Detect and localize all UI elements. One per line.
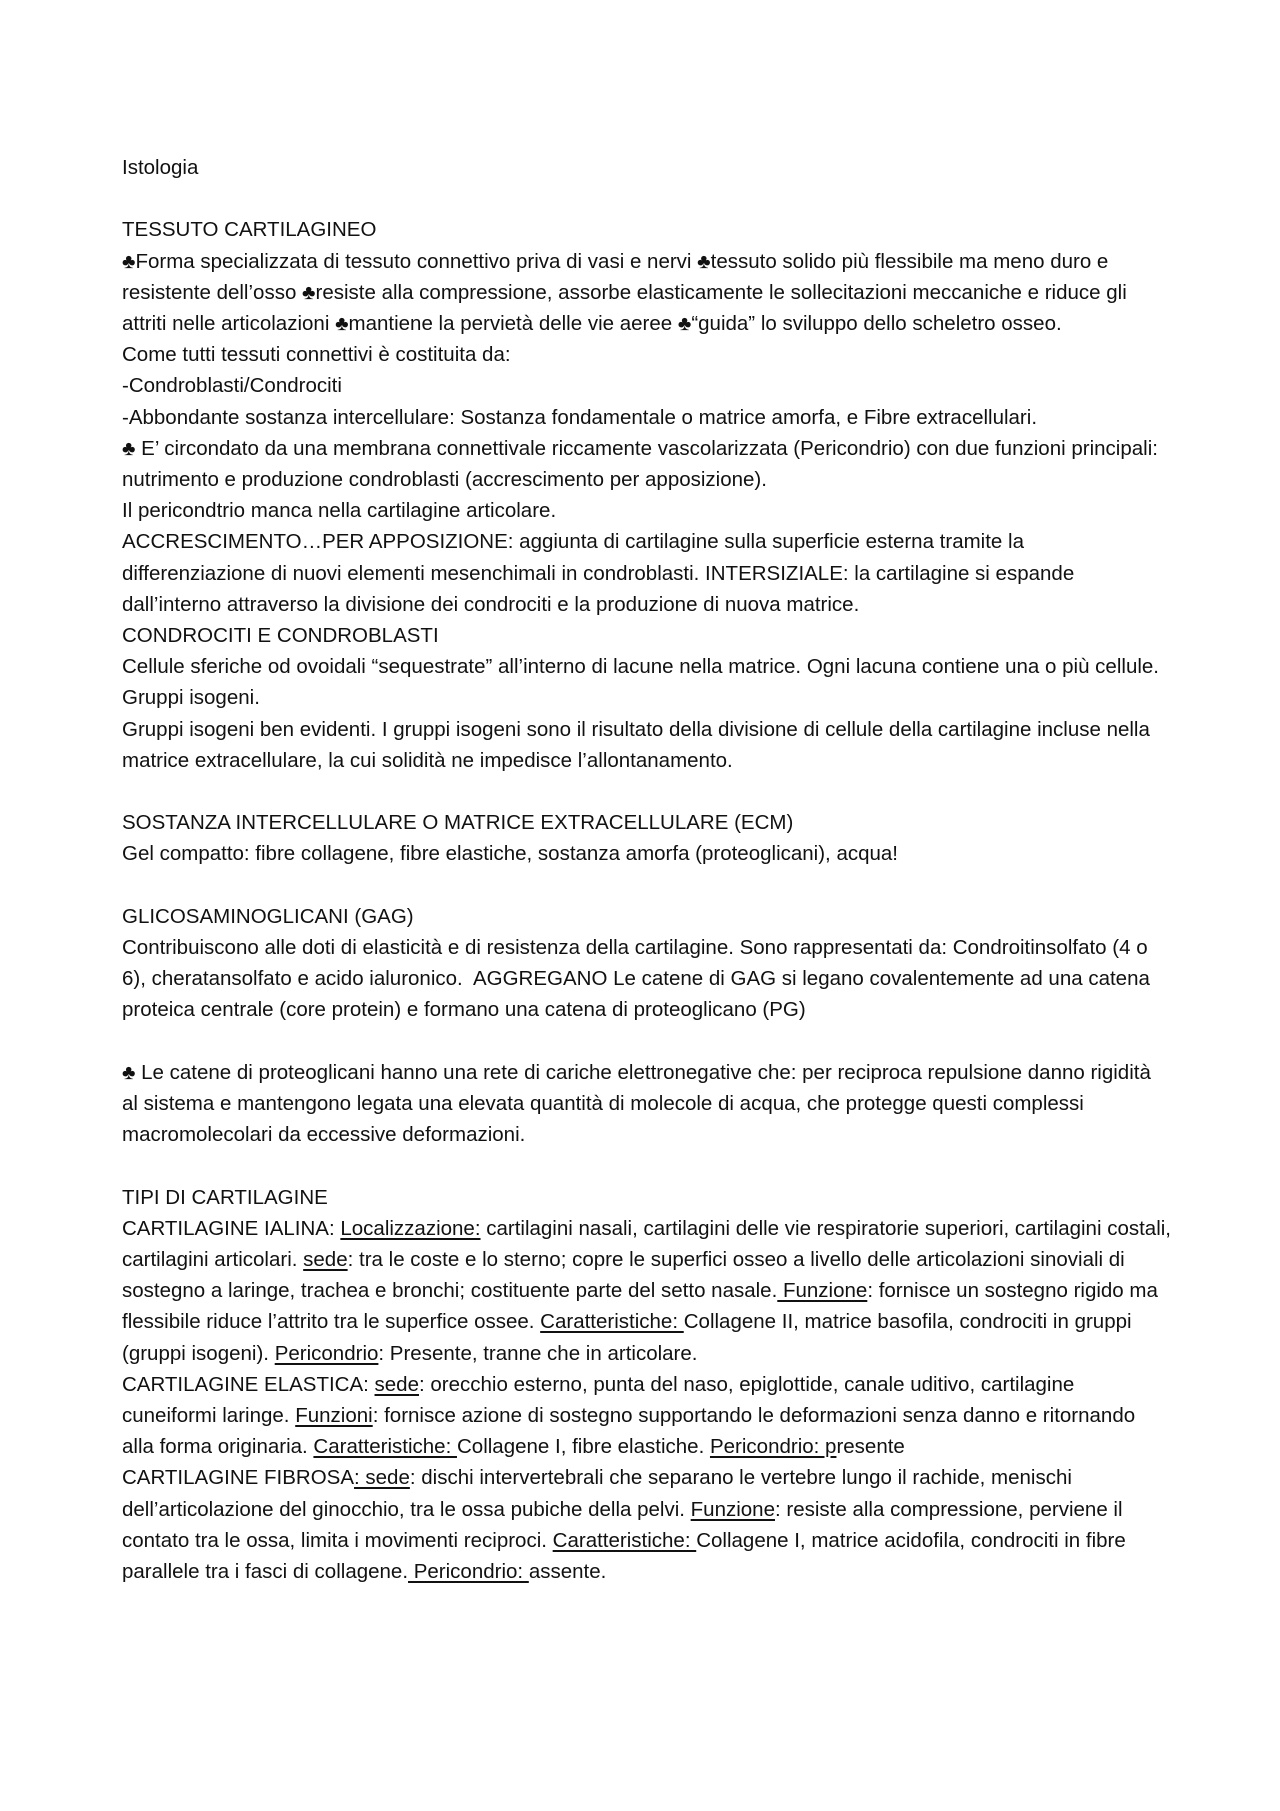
- paragraph-ecm: Gel compatto: fibre collagene, fibre elastiche, sostanza amorfa (proteoglicani), acqua!: [122, 842, 898, 866]
- underlined-label: : sede: [354, 1466, 410, 1490]
- blank-line: [122, 1150, 1172, 1181]
- list-item-condroblasti: -Condroblasti/Condrociti: [122, 374, 342, 398]
- heading-tipi-cartilagine: TIPI DI CARTILAGINE: [122, 1185, 328, 1209]
- text-run: resente: [836, 1435, 905, 1459]
- underlined-label: Funzione: [777, 1279, 868, 1303]
- text-run: CARTILAGINE IALINA:: [122, 1216, 341, 1240]
- blank-line: [122, 1026, 1172, 1057]
- text-run: : resiste alla compressione, perviene il contato tra le ossa, limita i movimenti reciproci.: [122, 1497, 1129, 1552]
- underlined-label: Pericondrio:: [408, 1560, 529, 1584]
- underlined-label: sede: [303, 1248, 348, 1272]
- blank-line: [122, 183, 1172, 214]
- underlined-label: Pericondrio: p: [709, 1435, 837, 1459]
- paragraph-composition-intro: Come tutti tessuti connettivi è costituita da:: [122, 343, 511, 367]
- text-run: : fornisce azione di sostegno supportando le deformazioni senza danno e ritornando alla forma originaria.: [122, 1404, 1141, 1459]
- text-run: Collagene II, matrice basofila, condrociti in gruppi (gruppi isogeni).: [122, 1310, 1138, 1365]
- text-run: : orecchio esterno, punta del naso, epiglottide, canale uditivo, cartilagine cuneiformi laringe.: [122, 1372, 1080, 1428]
- text-run: Collagene I, matrice acidofila, condrociti in fibre parallele tra i fasci di collagene.: [122, 1528, 1132, 1584]
- underlined-label: sede: [374, 1372, 419, 1396]
- heading-ecm: SOSTANZA INTERCELLULARE O MATRICE EXTRACELLULARE (ECM): [122, 811, 794, 835]
- underlined-label: Caratteristiche:: [540, 1310, 684, 1334]
- text-run: cartilagini nasali, cartilagini delle vie respiratorie superiori, cartilagini costali, cartilagini articolari.: [122, 1216, 1177, 1272]
- paragraph-cartilagine-elastica: [122, 1369, 1172, 1463]
- text-run: Collagene I, fibre elastiche.: [456, 1435, 710, 1459]
- text-run: assente.: [528, 1560, 607, 1584]
- underlined-label: Caratteristiche:: [552, 1528, 697, 1552]
- list-item-sostanza-intercellulare: -Abbondante sostanza intercellulare: Sostanza fondamentale o matrice amorfa, e Fibre extracellulari.: [122, 405, 1038, 429]
- text-run: : dischi intervertebrali che separano le vertebre lungo il rachide, menischi dell’articolazione del ginocchio, tra le ossa pubiche della pelvi.: [122, 1466, 1078, 1521]
- heading-gag: GLICOSAMINOGLICANI (GAG): [122, 904, 414, 928]
- paragraph-cartilagine-fibrosa: [122, 1462, 1172, 1587]
- document-title: Istologia: [122, 156, 199, 179]
- blank-line: [122, 776, 1172, 807]
- text-run: CARTILAGINE ELASTICA:: [122, 1372, 375, 1396]
- document-page: [122, 152, 1177, 1587]
- paragraph-proteoglicani: ♣ Le catene di proteoglicani hanno una rete di cariche elettronegative che: per reciproca repulsione danno rigidità al sistema e mantengono legata una elevata quantità di molecole di acqua, che protegge questi complessi macromolecolari da eccessive deformazioni.: [122, 1060, 1157, 1147]
- paragraph-accrescimento: ACCRESCIMENTO…PER APPOSIZIONE: aggiunta di cartilagine sulla superficie esterna tramite la differenziazione di nuovi elementi mesenchimali in condroblasti. INTERSIZIALE: la cartilagine si espande dall’interno attraverso la divisione dei condrociti e la produzione di nuova matrice.: [122, 530, 1080, 616]
- text-run: CARTILAGINE FIBROSA: [122, 1466, 355, 1490]
- paragraph-pericondrio: ♣ E’ circondato da una membrana connettivale riccamente vascolarizzata (Pericondrio) con due funzioni principali: nutrimento e produzione condroblasti (accrescimento per apposizione).: [122, 436, 1164, 492]
- underlined-label: Pericondrio: [274, 1341, 379, 1365]
- text-run: : tra le coste e lo sterno; copre le superfici osseo a livello delle articolazioni sinoviali di sostegno a laringe, trachea e bronchi; costituente parte del setto nasale.: [122, 1248, 1131, 1303]
- underlined-label: Localizzazione:: [340, 1216, 481, 1240]
- paragraph-condrociti-1: Cellule sferiche od ovoidali “sequestrate” all’interno di lacune nella matrice. Ogni lacuna contiene una o più cellule. Gruppi isogeni.: [122, 655, 1165, 710]
- text-run: : fornisce un sostegno rigido ma flessibile riduce l’attrito tra le superfice ossee.: [122, 1279, 1164, 1334]
- underlined-label: Caratteristiche:: [313, 1435, 457, 1459]
- paragraph-cartilagine-ialina: [122, 1213, 1177, 1369]
- paragraph-intro: ♣Forma specializzata di tessuto connettivo priva di vasi e nervi ♣tessuto solido più flessibile ma meno duro e resistente dell’osso ♣resiste alla compressione, assorbe elasticamente le sollecitazioni meccaniche e riduce gli attriti nelle articolazioni ♣mantiene la pervietà delle vie aeree ♣“guida” lo sviluppo dello scheletro osseo.: [122, 249, 1133, 335]
- paragraph-pericondrio-absent: Il pericondtrio manca nella cartilagine articolare.: [122, 499, 557, 523]
- underlined-label: Funzioni: [295, 1404, 373, 1428]
- heading-tessuto-cartilagineo: TESSUTO CARTILAGINEO: [122, 218, 377, 242]
- heading-condrociti: CONDROCITI E CONDROBLASTI: [122, 624, 439, 648]
- paragraph-condrociti-2: Gruppi isogeni ben evidenti. I gruppi isogeni sono il risultato della divisione di cellule della cartilagine incluse nella matrice extracellulare, la cui solidità ne impedisce l’allontanamento.: [122, 717, 1156, 772]
- blank-line: [122, 870, 1172, 901]
- text-run: : Presente, tranne che in articolare.: [378, 1341, 698, 1365]
- underlined-label: Funzione: [690, 1497, 775, 1521]
- paragraph-gag: Contribuiscono alle doti di elasticità e di resistenza della cartilagine. Sono rappresentati da: Condroitinsolfato (4 o 6), cheratansolfato e acido ialuronico. AGGREGANO Le catene di GAG si legano covalentemente ad una catena proteica centrale (core protein) e formano una catena di proteoglicano (PG): [122, 936, 1156, 1022]
